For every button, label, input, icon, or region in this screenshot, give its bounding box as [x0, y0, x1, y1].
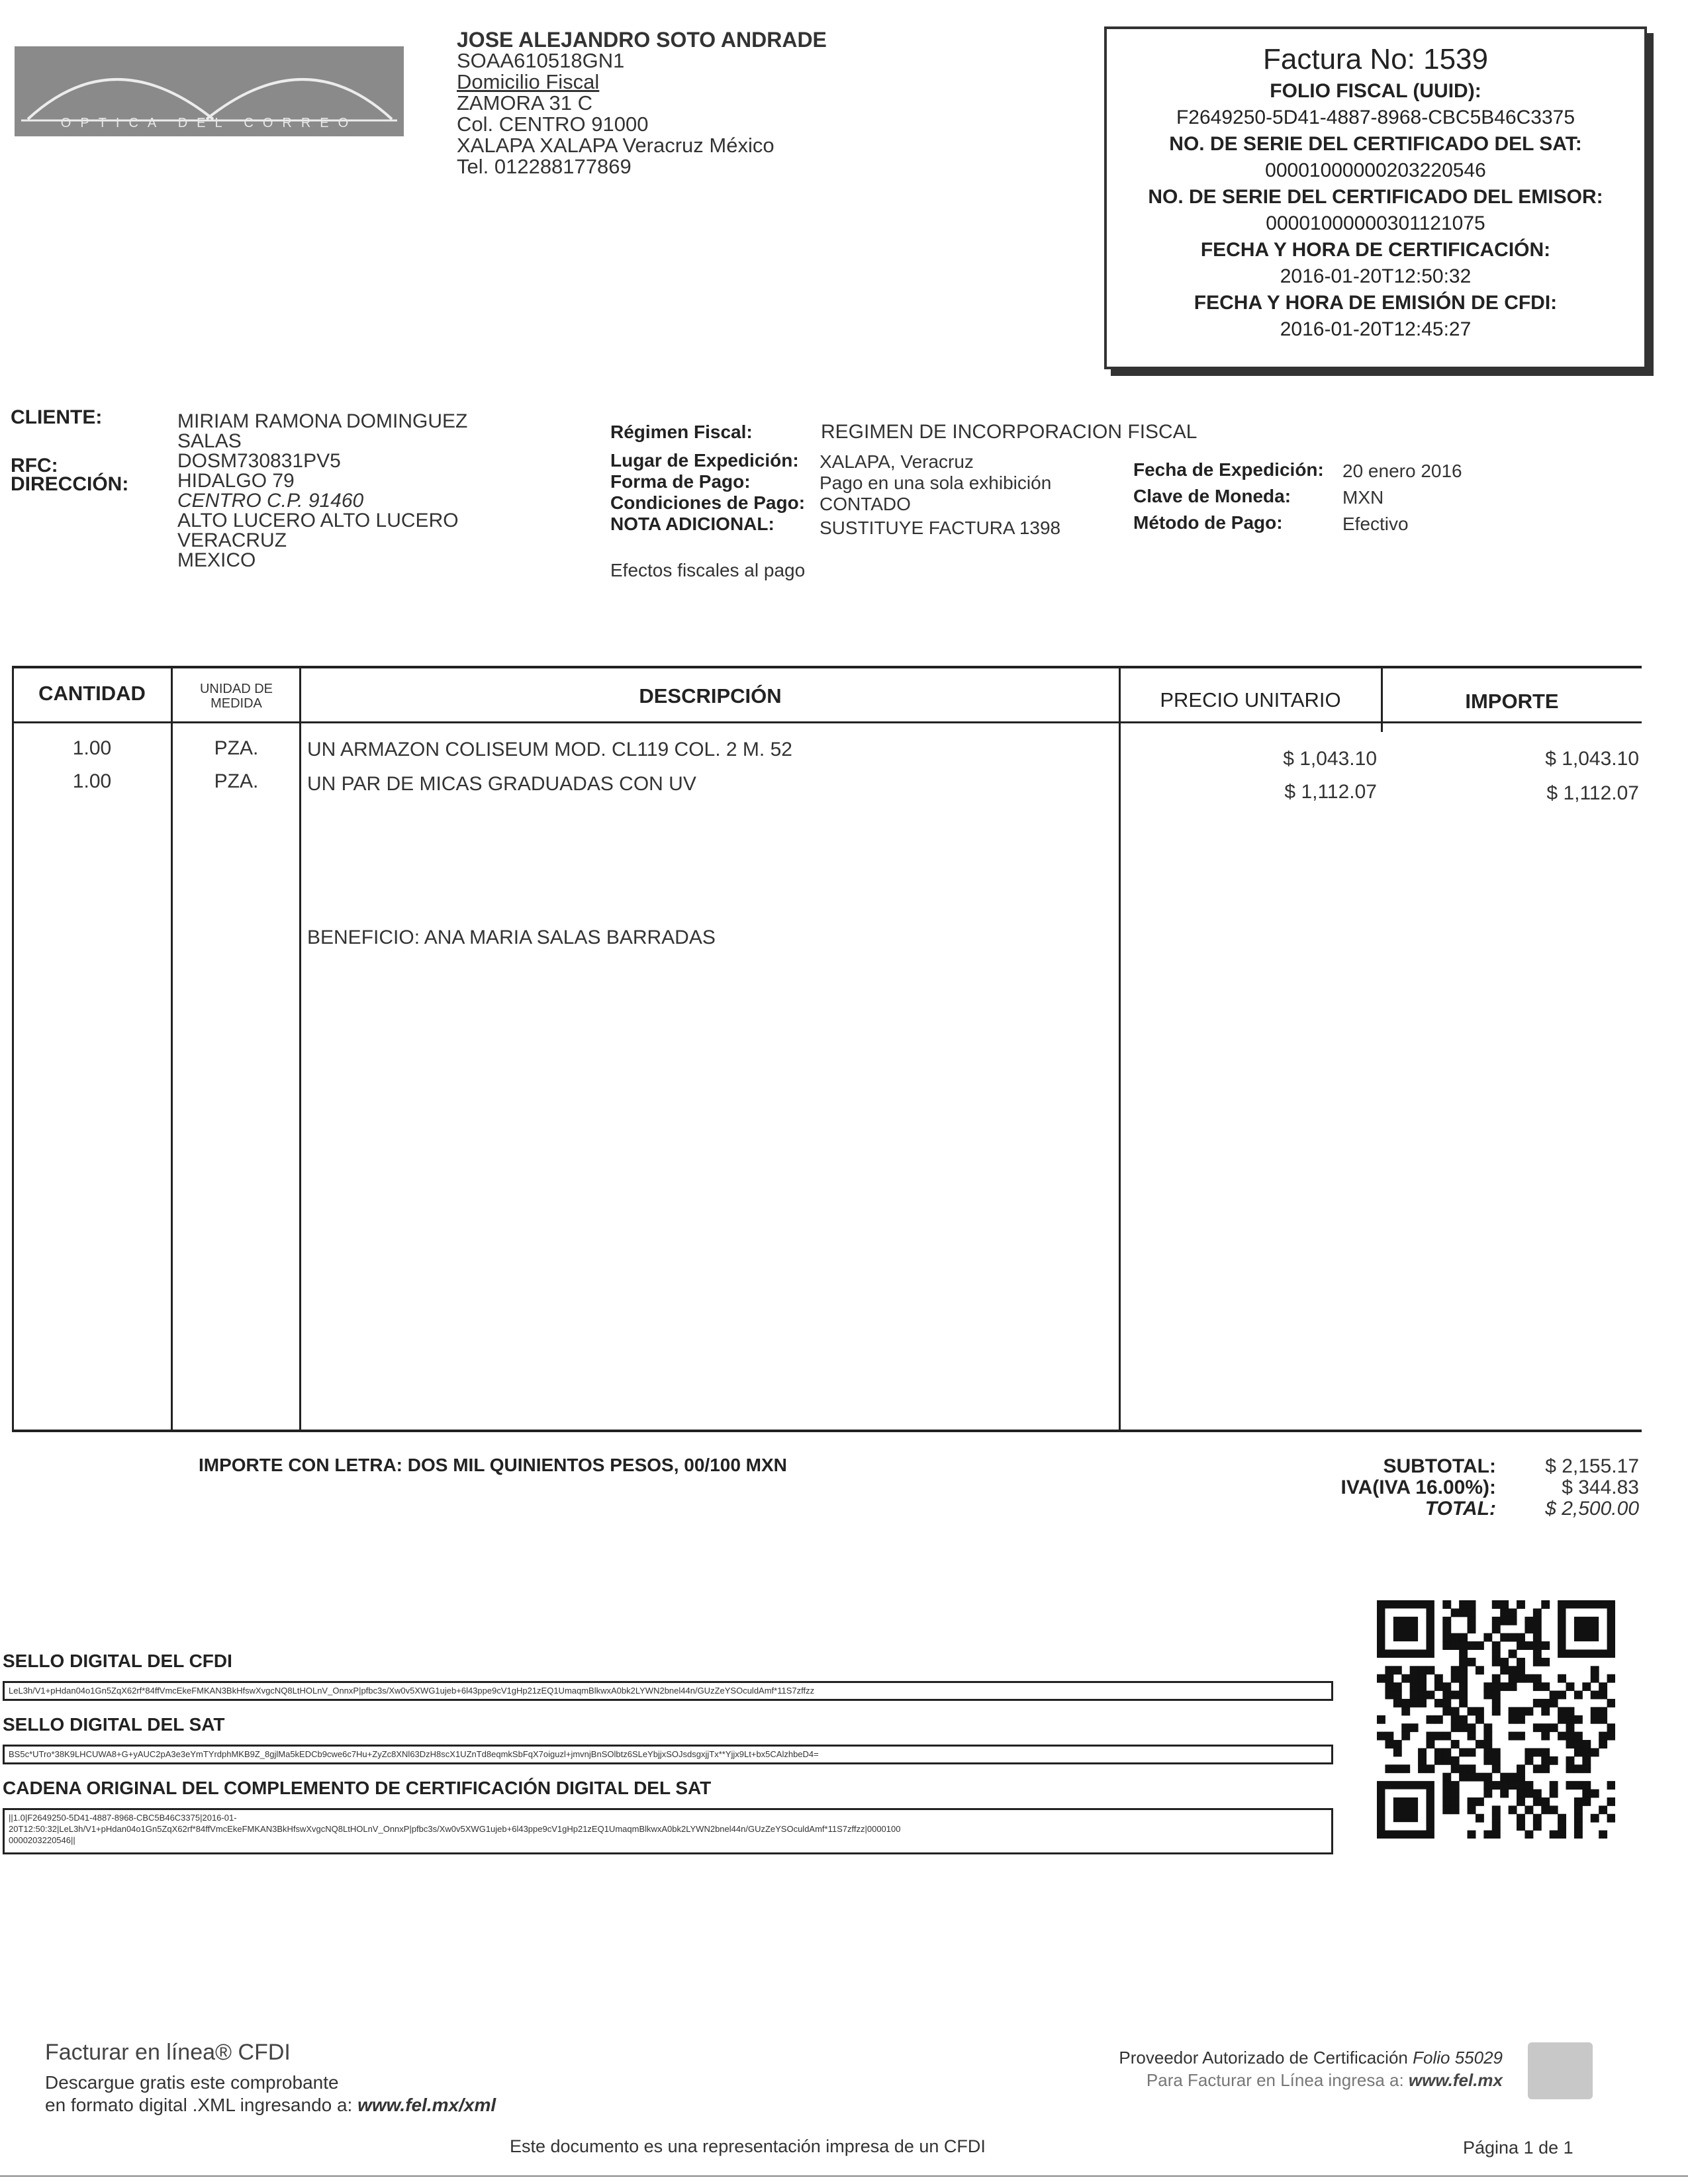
iva-label: IVA(IVA 16.00%):: [1340, 1477, 1496, 1498]
sello-sat-value: BS5c*UTro*38K9LHCUWA8+G+yAUC2pA3e3eYmTYrdphMKB9Z_8gjlMa5kEDCb9cwe6c7Hu+ZyZc8XNl63DzH8scX1UZnTd8eqmkSbFqX7oiguzl+jmvnjBnSOlbtz6SLeYbjjxSOJsdsgxjjTx**Yjjx9Lt+bx5CAlzhbeD4=: [9, 1749, 819, 1759]
moneda-value: MXN: [1342, 487, 1384, 508]
client-name-2: SALAS: [177, 430, 242, 452]
sat-cert-label: NO. DE SERIE DEL CERTIFICADO DEL SAT:: [1169, 133, 1582, 155]
fiscal-right-values: [1342, 458, 1462, 537]
table-top-border: [12, 666, 1642, 668]
nota-label: NOTA ADICIONAL:: [610, 514, 774, 534]
cadena-line-1: ||1.0|F2649250-5D41-4887-8968-CBC5B46C3375|2016-01-: [9, 1813, 237, 1823]
logo-text: OPTICA DEL CORREO: [60, 116, 358, 130]
th-importe: IMPORTE: [1465, 690, 1559, 713]
cadena-label: CADENA ORIGINAL DEL COMPLEMENTO DE CERTIFICACIÓN DIGITAL DEL SAT: [3, 1778, 712, 1798]
forma-label: Forma de Pago:: [610, 471, 751, 492]
emisor-cert-value: 00001000000301121075: [1266, 212, 1485, 234]
table-row-2-cantidad: 1.00: [72, 770, 112, 792]
subtotal-value: $ 2,155.17: [1545, 1455, 1639, 1477]
condiciones-value: CONTADO: [820, 494, 911, 514]
table-row-1-precio: $ 1,043.10: [1283, 748, 1377, 770]
condiciones-label: Condiciones de Pago:: [610, 492, 806, 513]
proveedor-folio: Folio 55029: [1413, 2048, 1503, 2068]
invoice-title: Factura No: 1539: [1263, 43, 1488, 75]
sello-cfdi-value: LeL3h/V1+pHdan04o1Gn5ZqX62rf*84ffVmcEkeFMKAN3BkHfswXvgcNQ8LtHOLnV_OnnxP|pfbc3s/Xw0v5XWG1ujeb+6l43ppe9cV1gHp21zEQ1UmaqmBlkwxA0bk2LYWN2bnel44n/GUzZeYSOculdAmf*11S7zffzz: [9, 1686, 815, 1696]
fiscal-left-labels: [610, 450, 805, 535]
efectos-text: Efectos fiscales al pago: [610, 560, 806, 580]
table-row-1-unidad: PZA.: [214, 737, 259, 759]
cadena-line-3: 0000203220546||: [9, 1835, 75, 1845]
moneda-label: Clave de Moneda:: [1133, 486, 1291, 506]
emisor-cert-label: NO. DE SERIE DEL CERTIFICADO DEL EMISOR:: [1148, 186, 1603, 208]
client-addr-5: MEXICO: [177, 549, 256, 571]
issuer-block: [457, 29, 827, 177]
th-unidad: [173, 682, 299, 711]
uuid-value: F2649250-5D41-4887-8968-CBC5B46C3375: [1176, 107, 1575, 128]
issuer-tel: Tel. 012288177869: [457, 155, 632, 178]
cert-date-value: 2016-01-20T12:50:32: [1280, 265, 1472, 287]
fiscal-right-labels: [1133, 457, 1324, 536]
regimen-label: Régimen Fiscal:: [610, 422, 753, 442]
emision-date-label: FECHA Y HORA DE EMISIÓN DE CFDI:: [1194, 292, 1558, 314]
direccion-label: DIRECCIÓN:: [11, 473, 129, 495]
table-vline: [171, 666, 173, 1432]
issuer-street: ZAMORA 31 C: [457, 91, 592, 114]
th-unidad-line1: UNIDAD DE: [199, 682, 273, 696]
sello-cfdi-label: SELLO DIGITAL DEL CFDI: [3, 1651, 232, 1671]
footer-desc: [45, 2071, 496, 2116]
rfc-label: RFC:: [11, 455, 58, 477]
client-addr-4: VERACRUZ: [177, 529, 287, 551]
totals-labels: [1165, 1456, 1496, 1520]
client-addr-2: CENTRO C.P. 91460: [177, 490, 364, 512]
forma-value: Pago en una sola exhibición: [820, 473, 1052, 493]
table-row-1-importe: $ 1,043.10: [1545, 748, 1639, 770]
th-precio: PRECIO UNITARIO: [1160, 688, 1341, 711]
lugar-label: Lugar de Expedición:: [610, 450, 799, 471]
issuer-domicilio-label: Domicilio Fiscal: [457, 70, 600, 93]
invoice-info-box: [1104, 26, 1647, 369]
bottom-rule: [0, 2175, 1688, 2177]
facturar-link[interactable]: www.fel.mx: [1408, 2070, 1503, 2090]
footer-xml-link[interactable]: www.fel.mx/xml: [357, 2095, 496, 2115]
sat-cert-value: 00001000000203220546: [1265, 159, 1486, 181]
sat-seal-icon: [1528, 2042, 1593, 2099]
sello-sat-label: SELLO DIGITAL DEL SAT: [3, 1714, 225, 1735]
issuer-rfc: SOAA610518GN1: [457, 49, 625, 72]
cadena-box: [3, 1808, 1333, 1854]
beneficio-text: BENEFICIO: ANA MARIA SALAS BARRADAS: [307, 927, 716, 948]
issuer-colonia: Col. CENTRO 91000: [457, 113, 649, 136]
footer-desc-1: Descargue gratis este comprobante: [45, 2072, 339, 2093]
total-label: TOTAL:: [1425, 1498, 1496, 1520]
table-row-2-unidad: PZA.: [214, 770, 259, 792]
regimen-value: REGIMEN DE INCORPORACION FISCAL: [821, 421, 1197, 443]
cadena-line-2: 20T12:50:32|LeL3h/V1+pHdan04o1Gn5ZqX62rf*84ffVmcEkeFMKAN3BkHfswXvgcNQ8LtHOLnV_OnnxP|pfbc3s/Xw0v5XWG1ujeb+6l43ppe9cV1gHp21zEQ1UmaqmBlkwxA0bk2LYWN2bnel44n/GUzZeYSOculdAmf*11S7zffzz|0000100: [9, 1824, 901, 1834]
fecha-value: 20 enero 2016: [1342, 461, 1462, 481]
table-row-2-descripcion: UN PAR DE MICAS GRADUADAS CON UV: [307, 773, 696, 795]
total-value: $ 2,500.00: [1545, 1498, 1639, 1520]
subtotal-label: SUBTOTAL:: [1383, 1455, 1496, 1477]
client-name-1: MIRIAM RAMONA DOMINGUEZ: [177, 410, 468, 432]
representacion-text: Este documento es una representación impresa de un CFDI: [510, 2136, 986, 2156]
table-header-border: [12, 721, 1642, 723]
emision-date-value: 2016-01-20T12:45:27: [1280, 318, 1472, 340]
company-logo: [15, 46, 404, 136]
issuer-city: XALAPA XALAPA Veracruz México: [457, 134, 774, 157]
metodo-value: Efectivo: [1342, 514, 1409, 534]
client-rfc: DOSM730831PV5: [177, 450, 341, 472]
fecha-label: Fecha de Expedición:: [1133, 459, 1324, 480]
th-cantidad: CANTIDAD: [38, 682, 146, 705]
metodo-label: Método de Pago:: [1133, 512, 1283, 533]
table-row-1-cantidad: 1.00: [72, 737, 112, 759]
proveedor-text: Proveedor Autorizado de Certificación: [1119, 2048, 1413, 2068]
uuid-label: FOLIO FISCAL (UUID):: [1270, 80, 1481, 102]
th-unidad-line2: MEDIDA: [211, 696, 262, 711]
client-details: [177, 412, 467, 570]
footer-brand: Facturar en línea® CFDI: [45, 2040, 291, 2065]
fiscal-labels: [610, 418, 753, 446]
client-addr-3: ALTO LUCERO ALTO LUCERO: [177, 510, 459, 531]
table-bottom-border: [12, 1430, 1642, 1432]
sello-cfdi-box: [3, 1681, 1333, 1701]
table-row-2-precio: $ 1,112.07: [1284, 781, 1377, 803]
issuer-name: JOSE ALEJANDRO SOTO ANDRADE: [457, 28, 827, 52]
table-row-2-importe: $ 1,112.07: [1546, 782, 1639, 804]
cert-date-label: FECHA Y HORA DE CERTIFICACIÓN:: [1200, 239, 1551, 261]
sello-sat-box: [3, 1745, 1333, 1764]
facturar-text: Para Facturar en Línea ingresa a:: [1146, 2070, 1409, 2090]
importe-letra-label: IMPORTE CON LETRA:: [199, 1455, 402, 1475]
fiscal-left-values: [820, 451, 1060, 539]
iva-value: $ 344.83: [1562, 1477, 1639, 1498]
footer-desc-2: en formato digital .XML ingresando a:: [45, 2095, 358, 2115]
cliente-label: CLIENTE:: [11, 406, 103, 428]
totals-values: [1509, 1456, 1639, 1520]
pagina-text: Página 1 de 1: [1463, 2138, 1573, 2158]
table-row-1-descripcion: UN ARMAZON COLISEUM MOD. CL119 COL. 2 M. 52: [307, 739, 792, 760]
lugar-value: XALAPA, Veracruz: [820, 451, 974, 472]
th-descripcion: DESCRIPCIÓN: [639, 684, 782, 707]
footer-proveedor: [861, 2046, 1503, 2091]
importe-letra-value: DOS MIL QUINIENTOS PESOS, 00/100 MXN: [407, 1455, 787, 1475]
qr-code: [1377, 1600, 1615, 1839]
nota-value: SUSTITUYE FACTURA 1398: [820, 518, 1061, 538]
table-vline: [1119, 666, 1121, 1432]
client-addr-1: HIDALGO 79: [177, 470, 295, 492]
table-vline: [299, 666, 301, 1432]
importe-letra: [199, 1455, 787, 1476]
